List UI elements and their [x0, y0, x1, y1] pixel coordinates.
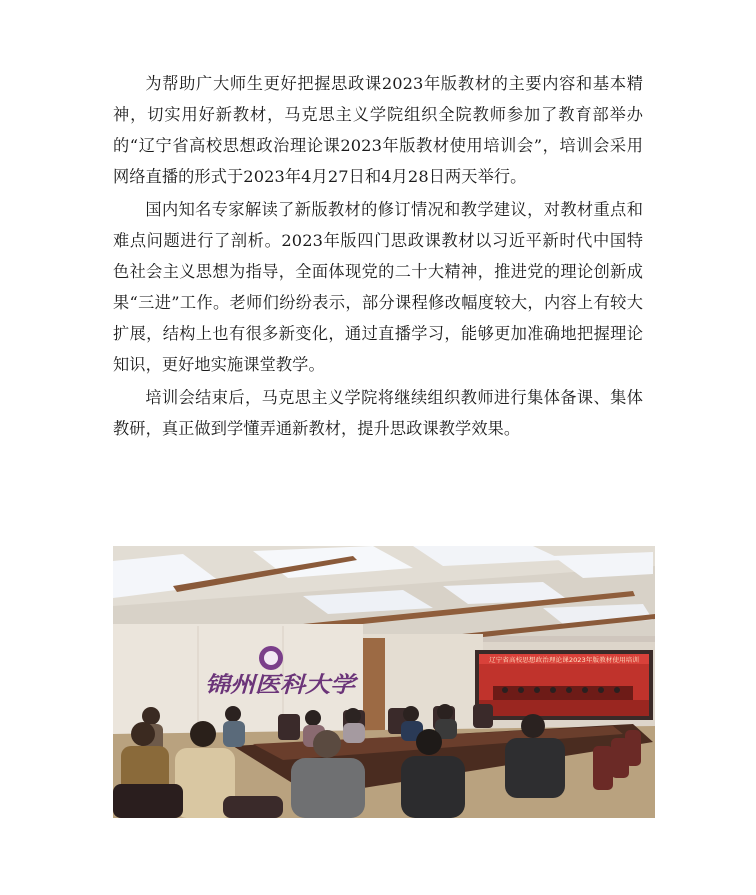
paragraph-1: 为帮助广大师生更好把握思政课2023年版教材的主要内容和基本精神，切实用好新教材，马克思主义学院组织全院教师参加了教育部举办的“辽宁省高校思想政治理论课2023年版教材使用培训会”，培训会采用网络直播的形式于2023年4月27日和4月28日两天举行。 — [113, 74, 643, 186]
article-body — [113, 68, 643, 446]
paragraph-3: 培训会结束后，马克思主义学院将继续组织教师进行集体备课、集体教研，真正做到学懂弄通新教材，提升思政课教学效果。 — [113, 388, 643, 438]
meeting-photo — [113, 546, 655, 818]
meeting-room-illustration — [113, 546, 655, 818]
wall-sign-text: 锦州医科大学 — [205, 672, 360, 698]
paragraph-2: 国内知名专家解读了新版教材的修订情况和教学建议，对教材重点和难点问题进行了剖析。2023年版四门思政课教材以习近平新时代中国特色社会主义思想为指导，全面体现党的二十大精神，推进党的理论创新成果“三进”工作。老师们纷纷表示，部分课程修改幅度较大，内容上有较大扩展，结构上也有很多新变化，通过直播学习，能够更加准确地把握理论知识，更好地实施课堂教学。 — [113, 200, 643, 374]
screen-banner-text: 辽宁省高校思想政治理论课2023年版教材使用培训 — [489, 657, 625, 664]
